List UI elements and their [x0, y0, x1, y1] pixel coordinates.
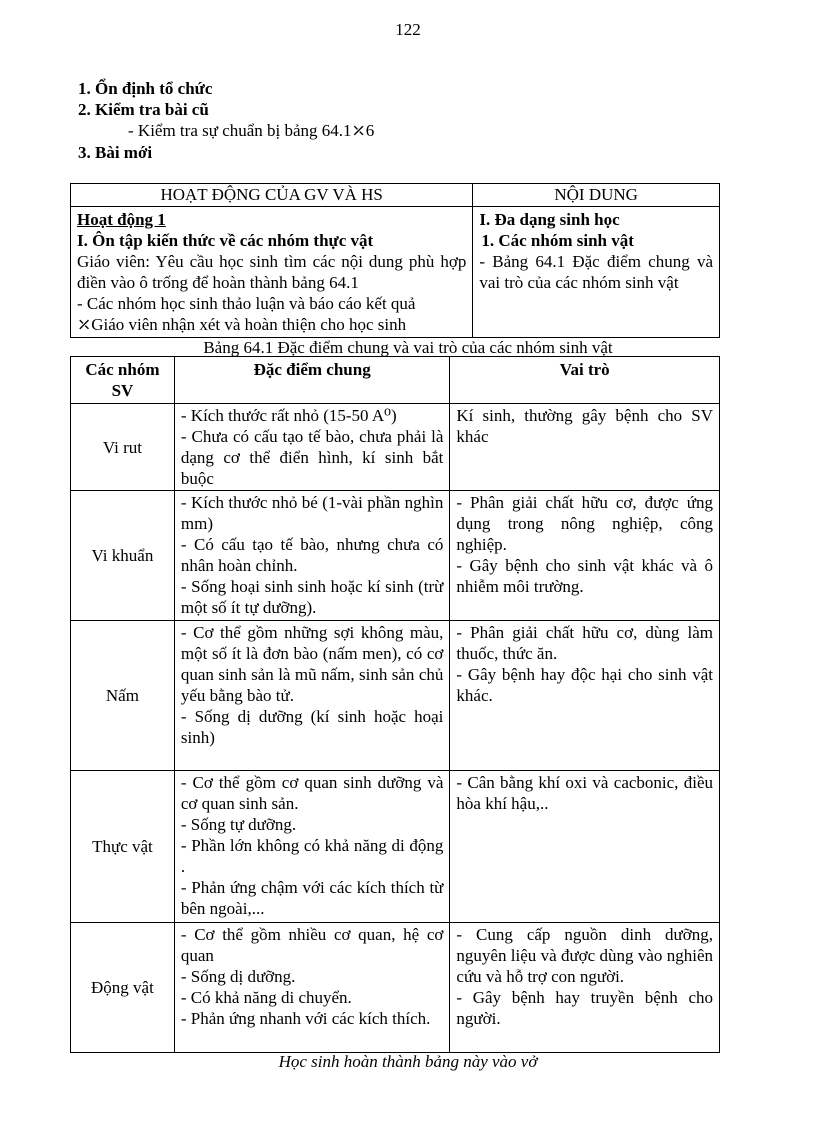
organism-groups-table	[70, 356, 720, 1053]
group-cell: Vi rut	[71, 404, 175, 491]
features-cell	[174, 771, 450, 923]
table-row	[71, 923, 720, 1053]
feature-item: - Sống dị dưỡng.	[180, 967, 296, 986]
role-item: - Phân giải chất hữu cơ, được ứng dụng trong nông nghiệp, công nghiệp.	[456, 493, 713, 554]
activity-left-cell	[71, 207, 473, 338]
feature-item: - Phản ứng nhanh với các kích thích.	[180, 1009, 431, 1028]
roles-cell	[450, 923, 720, 1053]
content-right-cell	[473, 207, 720, 338]
role-item: - Cung cấp nguồn dinh dưỡng, nguyên liệu và được dùng vào nghiên cứu và hỗ trợ con người.	[456, 925, 713, 986]
features-cell	[174, 923, 450, 1053]
activity-table	[70, 183, 720, 338]
table-row	[71, 491, 720, 621]
feature-item: - Kích thước rất nhỏ (15-50 A⁰)	[180, 406, 397, 425]
content-p1: - Bảng 64.1 Đặc điểm chung và vai trò của các nhóm sinh vật	[479, 252, 713, 292]
activity-p2: - Các nhóm học sinh thảo luận và báo cáo kết quả	[77, 294, 416, 313]
feature-item: - Chưa có cấu tạo tế bào, chưa phải là dạng cơ thể điển hình, kí sinh bắt buộc	[180, 427, 444, 488]
feature-item: - Kích thước nhỏ bé (1-vài phần nghìn mm)	[180, 493, 444, 533]
feature-item: - Phản ứng chậm với các kích thích từ bên ngoài,...	[180, 878, 444, 918]
feature-item: - Sống dị dưỡng (kí sinh hoặc hoại sinh)	[180, 707, 444, 747]
activity-subtitle: I. Ôn tập kiến thức về các nhóm thực vật	[77, 231, 374, 250]
table-row	[71, 621, 720, 771]
role-item: - Phân giải chất hữu cơ, dùng làm thuốc, thức ăn.	[456, 623, 713, 663]
section-review-item: - Kiểm tra sự chuẩn bị bảng 64.1⤫6	[128, 121, 375, 140]
activity-p1: Giáo viên: Yêu cầu học sinh tìm các nội dung phù hợp điền vào ô trống để hoàn thành bảng 64.1	[77, 252, 467, 292]
role-item: - Gây bệnh hay độc hại cho sinh vật khác.	[456, 665, 713, 705]
section-stabilize: 1. Ổn định tổ chức	[78, 79, 213, 98]
activity-title: Hoạt động 1	[77, 210, 166, 229]
roles-cell	[450, 491, 720, 621]
role-item: - Cân bằng khí oxi và cacbonic, điều hòa khí hậu,..	[456, 773, 713, 813]
features-cell	[174, 404, 450, 491]
header-features: Đặc điểm chung	[174, 357, 450, 404]
role-item: Kí sinh, thường gây bệnh cho SV khác	[456, 406, 713, 446]
role-item: - Gây bệnh cho sinh vật khác và ô nhiễm môi trường.	[456, 556, 713, 596]
activity-header-left: HOẠT ĐỘNG CỦA GV VÀ HS	[71, 184, 473, 207]
table-row	[71, 771, 720, 923]
activity-header-right: NỘI DUNG	[473, 184, 720, 207]
table-row	[71, 404, 720, 491]
feature-item: - Có khả năng di chuyển.	[180, 988, 352, 1007]
feature-item: - Sống tự dưỡng.	[180, 815, 297, 834]
features-cell	[174, 621, 450, 771]
group-cell: Nấm	[71, 621, 175, 771]
roles-cell	[450, 404, 720, 491]
activity-p3: ⤫Giáo viên nhận xét và hoàn thiện cho học sinh	[77, 315, 407, 334]
feature-item: - Cơ thể gồm những sợi không màu, một số ít là đơn bào (nấm men), có cơ quan sinh sản là mũ nấm, sinh sản chủ yếu bằng bào tử.	[180, 623, 444, 705]
feature-item: - Phần lớn không có khả năng di động .	[180, 836, 444, 876]
group-cell: Động vật	[71, 923, 175, 1053]
feature-item: - Cơ thể gồm cơ quan sinh dưỡng và cơ quan sinh sản.	[180, 773, 444, 813]
content-subtitle: 1. Các nhóm sinh vật	[481, 231, 634, 250]
header-groups: Các nhóm SV	[71, 357, 175, 404]
group-cell: Thực vật	[71, 771, 175, 923]
section-review: 2. Kiểm tra bài cũ	[78, 100, 209, 119]
roles-cell	[450, 771, 720, 923]
table-caption: Bảng 64.1 Đặc điểm chung và vai trò của các nhóm sinh vật	[203, 338, 613, 357]
footer-note: Học sinh hoàn thành bảng này vào vở	[278, 1052, 538, 1071]
header-roles: Vai trò	[450, 357, 720, 404]
features-cell	[174, 491, 450, 621]
feature-item: - Có cấu tạo tế bào, nhưng chưa có nhân hoàn chỉnh.	[180, 535, 444, 575]
section-new-lesson: 3. Bài mới	[78, 143, 153, 162]
role-item: - Gây bệnh hay truyền bệnh cho người.	[456, 988, 713, 1028]
page-number: 122	[395, 20, 421, 39]
group-cell: Vi khuẩn	[71, 491, 175, 621]
roles-cell	[450, 621, 720, 771]
feature-item: - Sống hoại sinh sinh hoặc kí sinh (trừ một số ít tự dưỡng).	[180, 577, 444, 617]
feature-item: - Cơ thể gồm nhiều cơ quan, hệ cơ quan	[180, 925, 444, 965]
content-title: I. Đa dạng sinh học	[479, 210, 620, 229]
